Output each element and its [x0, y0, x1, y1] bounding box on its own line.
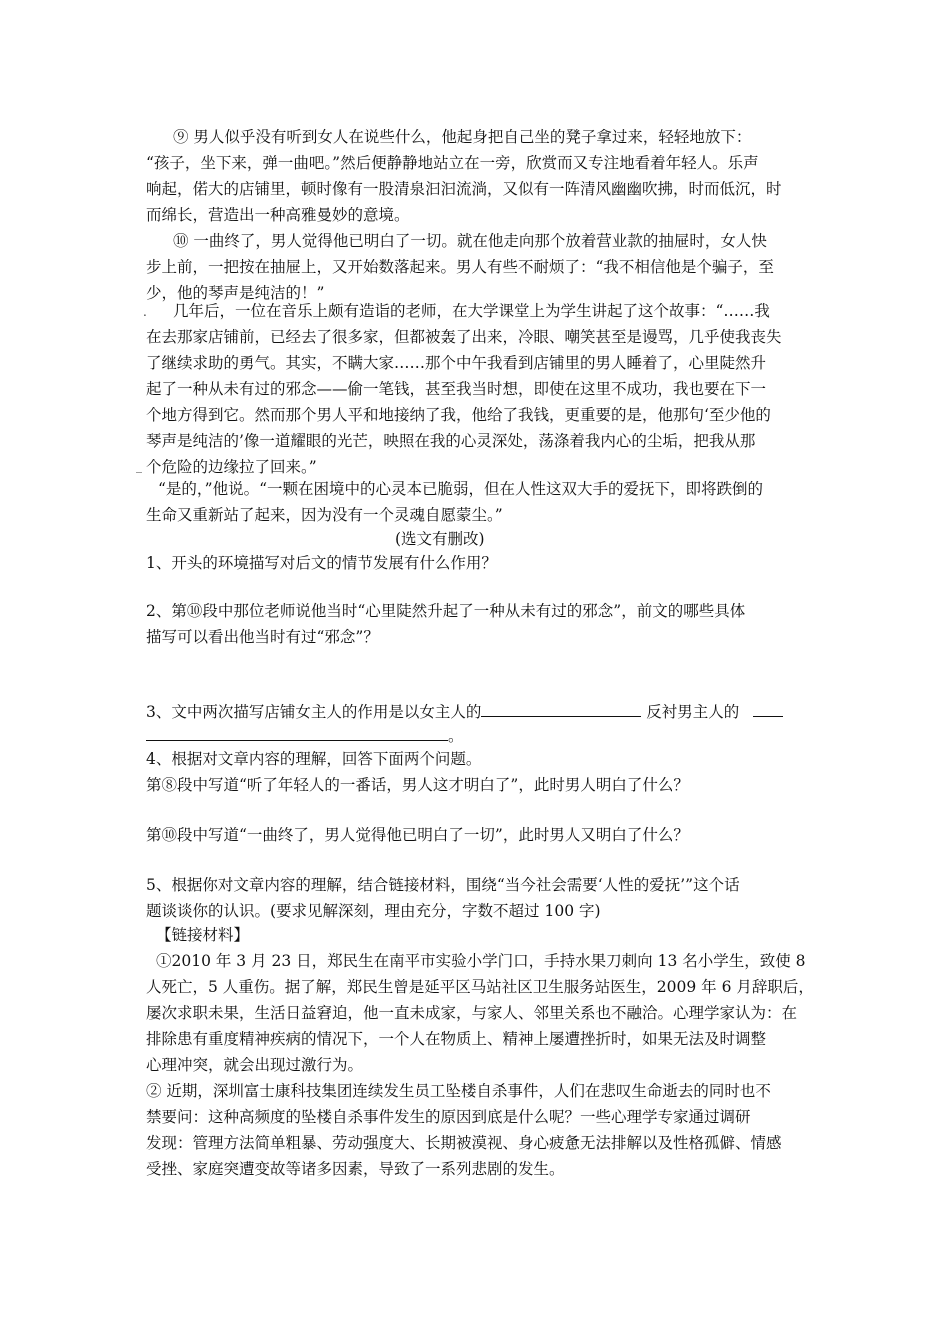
paragraph-10-line: ⑩ 一曲终了，男人觉得他已明白了一切。就在他走向那个放着营业款的抽屉时，女人快 [173, 232, 767, 250]
answer-blank-2-continued[interactable] [146, 722, 448, 741]
stray-dash-mark: ‾ [136, 470, 142, 484]
question-4b: 第⑩段中写道“一曲终了，男人觉得他已明白了一切”，此时男人又明白了什么？ [146, 826, 689, 844]
paragraph-11-line: 个地方得到它。然而那个男人平和地接纳了我，他给了我钱，更重要的是，他那句‘至少他的 [146, 406, 771, 424]
question-2-line: 2、第⑩段中那位老师说他当时“心里陡然升起了一种从未有过的邪念”，前文的哪些具体 [146, 602, 746, 620]
question-5-line: 5、根据你对文章内容的理解，结合链接材料，围绕“当今社会需要‘人性的爱抚’”这个话 [146, 876, 740, 894]
paragraph-9-line: ⑨ 男人似乎没有听到女人在说些什么，他起身把自己坐的凳子拿过来，轻轻地放下： [173, 128, 752, 146]
question-3-continued [146, 722, 464, 748]
question-4a: 第⑧段中写道“听了年轻人的一番话，男人这才明白了”，此时男人明白了什么？ [146, 776, 689, 794]
material-heading: 【链接材料】 [156, 926, 250, 944]
paragraph-9-line: 而绵长，营造出一种高雅曼妙的意境。 [146, 206, 410, 224]
stray-dot-mark: . [143, 305, 147, 319]
source-note: (选文有删改) [395, 530, 485, 548]
material-1-line: 屡次求职未果，生活日益窘迫，他一直未成家，与家人、邻里关系也不融洽。心理学家认为：在 [146, 1004, 798, 1022]
material-1-line: 排除患有重度精神疾病的情况下，一个人在物质上、精神上屡遭挫折时，如果无法及时调整 [146, 1030, 767, 1048]
question-3-prefix: 3、文中两次描写店铺女主人的作用是以女主人的 [146, 703, 482, 721]
paragraph-11-line: 了继续求助的勇气。其实，不瞒大家……那个中午我看到店铺里的男人睡着了，心里陡然升 [146, 354, 767, 372]
paragraph-11-line: 琴声是纯洁的’像一道耀眼的光芒，映照在我的心灵深处，荡涤着我内心的尘垢，把我从那 [146, 432, 756, 450]
paragraph-11-line: 个危险的边缘拉了回来。” [146, 458, 317, 476]
answer-blank-1[interactable] [481, 698, 641, 717]
material-1-line: 心理冲突，就会出现过激行为。 [146, 1056, 364, 1074]
answer-blank-2[interactable] [753, 698, 783, 717]
question-4: 4、根据对文章内容的理解，回答下面两个问题。 [146, 750, 482, 768]
paragraph-11-line: 起了一种从未有过的邪念——偷一笔钱，甚至我当时想，即使在这里不成功，我也要在下一 [146, 380, 767, 398]
material-1-line: ①2010 年 3 月 23 日，郑民生在南平市实验小学门口，手持水果刀刺向 13 名小学生，致使 8 [156, 952, 806, 970]
paragraph-10-line: 步上前，一把按在抽屉上，又开始数落起来。男人有些不耐烦了：“我不相信他是个骗子，至 [146, 258, 774, 276]
question-3-middle: 反衬男主人的 [641, 703, 740, 721]
question-3-end: 。 [448, 727, 464, 745]
material-2-line: 发现：管理方法简单粗暴、劳动强度大、长期被漠视、身心疲惫无法排解以及性格孤僻、情感 [146, 1134, 782, 1152]
paragraph-10-line: 少，他的琴声是纯洁的！” [146, 284, 325, 302]
material-1-line: 人死亡，5 人重伤。据了解，郑民生曾是延平区马站社区卫生服务站医生，2009 年 6 月辞职后， [146, 978, 814, 996]
question-3 [146, 698, 783, 724]
paragraph-11-line: 在去那家店铺前，已经去了很多家，但都被轰了出来，冷眼、嘲笑甚至是谩骂，几乎使我丧失 [146, 328, 782, 346]
paragraph-11-line: 几年后，一位在音乐上颇有造诣的老师，在大学课堂上为学生讲起了这个故事：“……我 [173, 302, 770, 320]
question-5-line: 题谈谈你的认识。(要求见解深刻，理由充分，字数不超过 100 字) [146, 902, 601, 920]
question-2-line: 描写可以看出他当时有过“邪念”？ [146, 628, 379, 646]
paragraph-12-line: 生命又重新站了起来，因为没有一个灵魂自愿蒙尘。” [146, 506, 503, 524]
paragraph-12-line: “是的，”他说。“一颗在困境中的心灵本已脆弱，但在人性这双大手的爱抚下，即将跌倒的 [158, 480, 764, 498]
material-2-line: 禁要问：这种高频度的坠楼自杀事件发生的原因到底是什么呢？一些心理学专家通过调研 [146, 1108, 751, 1126]
paragraph-9-line: “孩子，坐下来，弹一曲吧。”然后便静静地站立在一旁，欣赏而又专注地看着年轻人。乐声 [146, 154, 759, 172]
question-1: 1、开头的环境描写对后文的情节发展有什么作用？ [146, 554, 497, 572]
paragraph-9-line: 响起，偌大的店铺里，顿时像有一股清泉汩汩流淌，又似有一阵清风幽幽吹拂，时而低沉，时 [146, 180, 782, 198]
material-2-line: 受挫、家庭突遭变故等诸多因素，导致了一系列悲剧的发生。 [146, 1160, 565, 1178]
material-2-line: ② 近期，深圳富士康科技集团连续发生员工坠楼自杀事件，人们在悲叹生命逝去的同时也不 [146, 1082, 771, 1100]
